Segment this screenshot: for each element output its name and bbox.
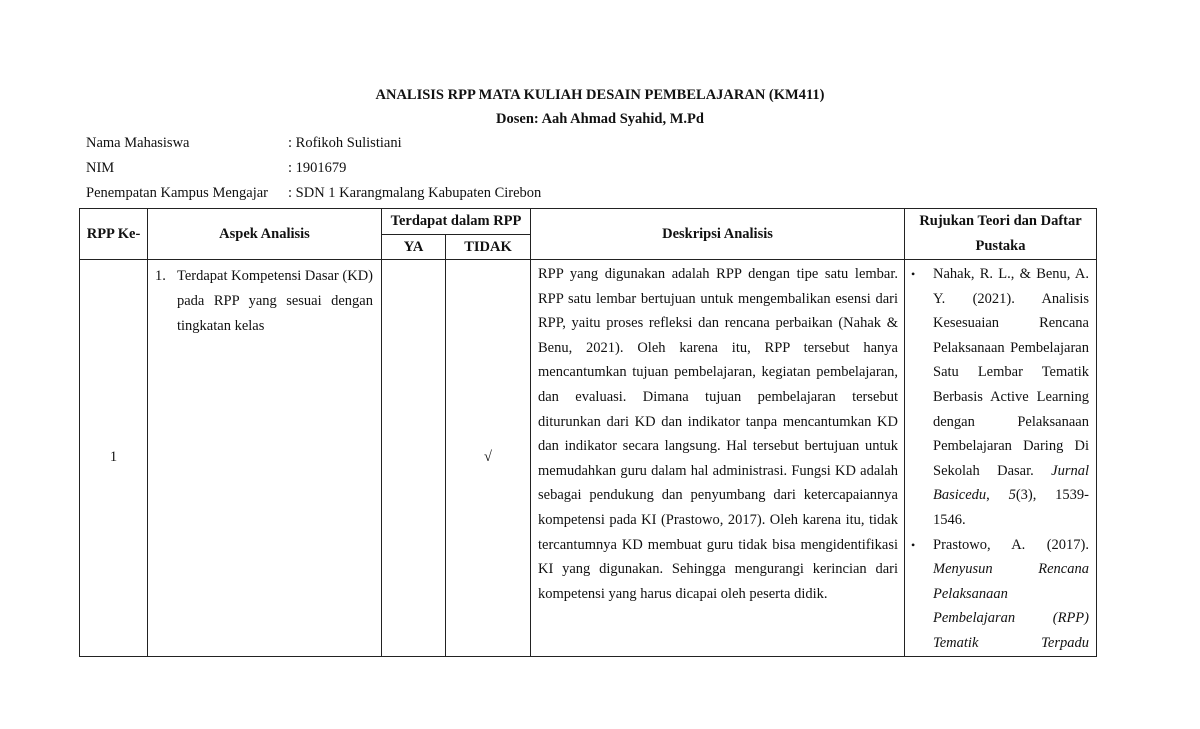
cell-aspek-analisis <box>148 260 382 657</box>
bullet-icon: • <box>911 537 916 552</box>
cell-tidak-checkmark: √ <box>446 260 531 657</box>
reference-book-title: Menyusun Rencana Pelaksanaan Pembelajaran (RPP) Tematik Terpadu <box>933 561 1089 651</box>
reference-text: Nahak, R. L., & Benu, A. Y. (2021). Analisis Kesesuaian Rencana Pelaksanaan Pembelajaran Satu Lembar Tematik Berbasis Active Learning dengan Pelaksanaan Pembelajaran Daring Di Sekolah Dasar. <box>933 266 1089 479</box>
document-title: ANALISIS RPP MATA KULIAH DESAIN PEMBELAJARAN (KM411) <box>375 87 825 103</box>
cell-deskripsi-analisis: RPP yang digunakan adalah RPP dengan tipe satu lembar. RPP satu lembar bertujuan untuk mengembalikan esensi dari RPP, yaitu proses refleksi dan rencana perbaikan (Nahak & Benu, 2021). Oleh karena itu, RPP tersebut hanya mencantumkan tujuan pembelajaran, kegiatan pembelajaran, dan evaluasi. Dimana tujuan pembelajaran tersebut diturunkan dari KD dan indikator tanpa mencantumkan KD dan indikator secara langsung. Hal tersebut bertujuan untuk memudahkan guru dalam hal administrasi. Fungsi KD adalah sebagai pendukung dan penyumbang dari ketercapaiannya kompetensi pada KI (Prastowo, 2017). Oleh karena itu, tidak tercantumnya KD membuat guru tidak bisa mengidentifikasi KI yang digunakan. Sehingga mengurangi kerincian dari kompetensi yang harus dicapai oleh peserta didik. <box>531 260 905 657</box>
info-value: : 1901679 <box>288 160 347 176</box>
info-label: NIM <box>86 160 115 176</box>
info-label: Penempatan Kampus Mengajar <box>86 185 269 201</box>
info-row-nama <box>86 135 786 155</box>
reference-item <box>911 533 1089 656</box>
header-terdapat-dalam-rpp: Terdapat dalam RPP <box>382 209 531 235</box>
reference-pages: (3), 1539-1546. <box>933 487 1089 528</box>
table-row <box>80 260 1097 657</box>
cell-ya <box>382 260 446 657</box>
info-value: : SDN 1 Karangmalang Kabupaten Cirebon <box>288 185 542 201</box>
reference-volume: 5 <box>1008 487 1016 504</box>
cell-rujukan <box>905 260 1097 657</box>
aspek-text: Terdapat Kompetensi Dasar (KD) pada RPP yang sesuai dengan tingkatan kelas <box>177 268 373 334</box>
reference-text: Prastowo, A. (2017). <box>933 536 1089 553</box>
info-row-nim <box>86 160 786 180</box>
header-aspek-analisis: Aspek Analisis <box>148 209 382 260</box>
bullet-icon: • <box>911 267 916 281</box>
header-ya: YA <box>382 234 446 260</box>
reference-journal: Jurnal Basicedu <box>933 462 1089 504</box>
header-deskripsi-analisis: Deskripsi Analisis <box>531 209 905 260</box>
info-value: : Rofikoh Sulistiani <box>288 135 402 151</box>
header-rpp-ke: RPP Ke- <box>80 209 148 260</box>
info-row-penempatan <box>86 185 786 205</box>
info-label: Nama Mahasiswa <box>86 135 190 151</box>
list-number: 1. <box>155 268 166 284</box>
reference-item: • Nahak, R. L., & Benu, A. Y. (2021). Analisis Kesesuaian Rencana Pelaksanaan Pembelajaran Satu Lembar Tematik Berbasis Active Learning dengan Pelaksanaan Pembelajaran Daring Di Sekolah Dasar. Jurnal Basicedu, 5(3), 1539-1546. <box>911 262 1089 533</box>
header-rujukan: Rujukan Teori dan Daftar Pustaka <box>905 209 1097 260</box>
document-subtitle: Dosen: Aah Ahmad Syahid, M.Pd <box>496 111 704 127</box>
header-tidak: TIDAK <box>446 234 531 260</box>
analysis-table <box>79 208 1097 657</box>
cell-rpp-ke: 1 <box>80 260 148 657</box>
